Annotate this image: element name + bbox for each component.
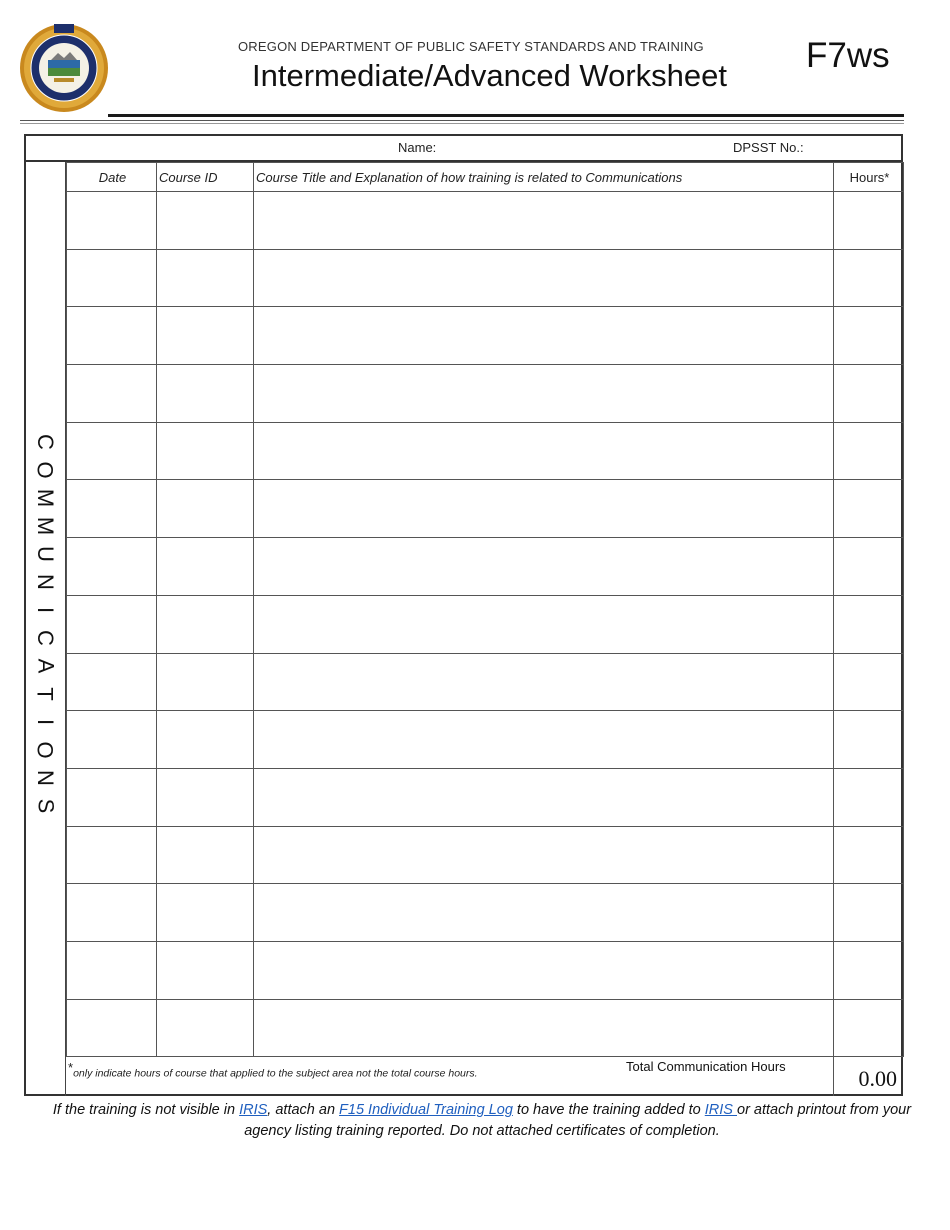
table-row — [67, 653, 904, 711]
course-id-cell[interactable] — [157, 307, 254, 365]
course-id-cell[interactable] — [157, 595, 254, 653]
hours-footnote — [68, 1060, 478, 1080]
table-body — [67, 192, 904, 1057]
note-text: , attach an — [267, 1102, 340, 1118]
dpsst-number-field[interactable]: DPSST No.: — [733, 140, 804, 155]
hours-cell[interactable] — [834, 941, 904, 999]
hours-cell[interactable] — [834, 711, 904, 769]
course-title-cell[interactable] — [254, 653, 834, 711]
column-header-hours: Hours* — [834, 163, 904, 192]
date-cell[interactable] — [67, 653, 157, 711]
date-cell[interactable] — [67, 307, 157, 365]
date-cell[interactable] — [67, 249, 157, 307]
hours-cell[interactable] — [834, 480, 904, 538]
section-letter: M — [32, 488, 58, 508]
iris-link[interactable]: IRIS — [239, 1102, 268, 1118]
hours-cell[interactable] — [834, 653, 904, 711]
date-cell[interactable] — [67, 365, 157, 423]
date-cell[interactable] — [67, 192, 157, 250]
page-title: Intermediate/Advanced Worksheet — [252, 58, 728, 93]
table-row — [67, 192, 904, 250]
date-cell[interactable] — [67, 595, 157, 653]
table-row — [67, 422, 904, 480]
table-row — [67, 480, 904, 538]
date-cell[interactable] — [67, 538, 157, 596]
course-id-cell[interactable] — [157, 653, 254, 711]
total-hours-cell — [833, 1056, 903, 1096]
hours-cell[interactable] — [834, 826, 904, 884]
hours-cell[interactable] — [834, 768, 904, 826]
hours-cell[interactable] — [834, 365, 904, 423]
note-text: to have the training added to — [512, 1102, 705, 1118]
course-title-cell[interactable] — [254, 999, 834, 1057]
course-title-cell[interactable] — [254, 826, 834, 884]
course-id-cell[interactable] — [157, 884, 254, 942]
total-hours-value: 0.00 — [858, 1066, 897, 1091]
section-letter: C — [32, 434, 58, 450]
table-row — [67, 999, 904, 1057]
hours-cell[interactable] — [834, 999, 904, 1057]
section-letter: M — [32, 516, 58, 536]
date-cell[interactable] — [67, 826, 157, 884]
table-header-row — [67, 163, 904, 192]
course-title-cell[interactable] — [254, 365, 834, 423]
date-cell[interactable] — [67, 480, 157, 538]
table-row — [67, 941, 904, 999]
section-letter: N — [32, 770, 58, 786]
table-row — [67, 826, 904, 884]
course-title-cell[interactable] — [254, 884, 834, 942]
date-cell[interactable] — [67, 711, 157, 769]
agency-name: OREGON DEPARTMENT OF PUBLIC SAFETY STANDARDS AND TRAINING — [238, 39, 704, 54]
course-title-cell[interactable] — [254, 941, 834, 999]
date-cell[interactable] — [67, 768, 157, 826]
date-cell[interactable] — [67, 999, 157, 1057]
section-letter: N — [32, 574, 58, 590]
date-cell[interactable] — [67, 941, 157, 999]
course-id-cell[interactable] — [157, 192, 254, 250]
column-header-course-id: Course ID — [157, 163, 254, 192]
course-title-cell[interactable] — [254, 595, 834, 653]
header-rule-thin-2 — [20, 123, 904, 124]
footnote-text: only indicate hours of course that applied to the subject area not the total course hours. — [73, 1067, 478, 1080]
date-cell[interactable] — [67, 422, 157, 480]
iris-link-2[interactable]: IRIS — [704, 1102, 737, 1118]
hours-cell[interactable] — [834, 595, 904, 653]
table-row — [67, 711, 904, 769]
section-label-communications — [26, 428, 64, 820]
f15-training-log-link[interactable]: F15 Individual Training Log — [339, 1102, 513, 1118]
course-title-cell[interactable] — [254, 192, 834, 250]
course-id-cell[interactable] — [157, 480, 254, 538]
table-row — [67, 249, 904, 307]
table-row — [67, 538, 904, 596]
footnote-asterisk: * — [68, 1060, 74, 1075]
section-letter: O — [33, 741, 58, 759]
section-letter: S — [33, 798, 58, 814]
table-row — [67, 595, 904, 653]
course-title-cell[interactable] — [254, 711, 834, 769]
hours-cell[interactable] — [834, 307, 904, 365]
course-id-cell[interactable] — [157, 711, 254, 769]
course-id-cell[interactable] — [157, 999, 254, 1057]
course-id-cell[interactable] — [157, 826, 254, 884]
section-letter: C — [32, 630, 58, 646]
total-hours-label: Total Communication Hours — [626, 1059, 786, 1074]
hours-cell[interactable] — [834, 422, 904, 480]
table-row — [67, 365, 904, 423]
header-rule — [108, 114, 904, 117]
form-code: F7ws — [806, 36, 890, 75]
course-title-cell[interactable] — [254, 768, 834, 826]
course-title-cell[interactable] — [254, 422, 834, 480]
course-id-cell[interactable] — [157, 365, 254, 423]
date-cell[interactable] — [67, 884, 157, 942]
instructions-note — [40, 1100, 924, 1142]
header-rule-thin — [20, 120, 904, 121]
hours-cell[interactable] — [834, 249, 904, 307]
note-text: or attach printout from your agency listing training reported. Do not attached certificates of completion. — [244, 1102, 912, 1139]
hours-cell[interactable] — [834, 192, 904, 250]
agency-seal-icon — [18, 20, 110, 116]
section-letter: O — [33, 461, 58, 479]
course-id-cell[interactable] — [157, 422, 254, 480]
table-row — [67, 884, 904, 942]
course-id-cell[interactable] — [157, 249, 254, 307]
section-letter: I — [33, 718, 58, 726]
column-header-date: Date — [67, 163, 157, 192]
course-title-cell[interactable] — [254, 480, 834, 538]
training-log-table — [66, 162, 904, 1057]
section-letter: U — [32, 546, 58, 562]
table-row — [67, 307, 904, 365]
column-header-course-title: Course Title and Explanation of how training is related to Communications — [254, 163, 834, 192]
course-title-cell[interactable] — [254, 307, 834, 365]
hours-cell[interactable] — [834, 538, 904, 596]
course-id-cell[interactable] — [157, 538, 254, 596]
course-title-cell[interactable] — [254, 249, 834, 307]
section-letter: A — [33, 658, 58, 674]
table-row — [67, 768, 904, 826]
section-letter: T — [32, 687, 58, 701]
course-id-cell[interactable] — [157, 768, 254, 826]
name-field[interactable]: Name: — [398, 140, 437, 155]
course-id-cell[interactable] — [157, 941, 254, 999]
hours-cell[interactable] — [834, 884, 904, 942]
note-text: If the training is not visible in — [52, 1102, 240, 1118]
course-title-cell[interactable] — [254, 538, 834, 596]
section-letter: I — [33, 606, 58, 614]
